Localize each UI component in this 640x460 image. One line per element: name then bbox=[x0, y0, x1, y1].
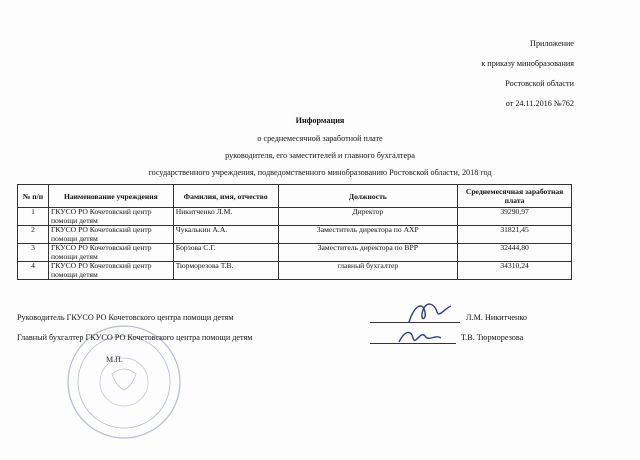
row-full-name: Чукалькин А.А. bbox=[173, 226, 278, 244]
row-number: 3 bbox=[18, 244, 49, 262]
appendix-block bbox=[481, 34, 574, 114]
document-subtitle-1: о среднемесячной заработной плате bbox=[257, 134, 383, 143]
row-organization: ГКУСО РО Кочетовский центр помощи детям bbox=[48, 262, 173, 280]
row-full-name: Борзова С.Г. bbox=[173, 244, 278, 262]
row-position: главный бухгалтер bbox=[278, 262, 458, 280]
director-signature-label: Руководитель ГКУСО РО Кочетовского центра помощи детям bbox=[17, 313, 234, 322]
stamp-label: М.П. bbox=[106, 355, 123, 364]
appendix-line-2: к приказу минобразования bbox=[481, 59, 574, 68]
row-salary: 34310,24 bbox=[458, 262, 572, 280]
document-subtitle-2: руководителя, его заместителей и главного бухгалтера bbox=[225, 151, 415, 160]
row-full-name: Тюрморезова Т.В. bbox=[173, 262, 278, 280]
row-number: 2 bbox=[18, 226, 49, 244]
appendix-line-4: от 24.11.2016 №762 bbox=[505, 99, 574, 108]
table-row bbox=[18, 208, 572, 226]
salary-table bbox=[17, 184, 572, 280]
table-header-row bbox=[18, 185, 572, 208]
row-organization: ГКУСО РО Кочетовский центр помощи детям bbox=[48, 244, 173, 262]
table-row bbox=[18, 226, 572, 244]
row-salary: 32444,80 bbox=[458, 244, 572, 262]
row-organization: ГКУСО РО Кочетовский центр помощи детям bbox=[48, 208, 173, 226]
row-position: Заместитель директора по ВРР bbox=[278, 244, 458, 262]
director-name: Л.М. Никитченко bbox=[466, 313, 527, 322]
document-title: Информация bbox=[295, 116, 345, 125]
header-salary: Среднемесячная заработная плата bbox=[458, 185, 572, 208]
accountant-signature-label: Главный бухгалтер ГКУСО РО Кочетовского центра помощи детям bbox=[17, 333, 253, 342]
row-position: Директор bbox=[278, 208, 458, 226]
header-number: № п/п bbox=[18, 185, 49, 208]
accountant-signature-icon bbox=[395, 322, 445, 352]
table-row bbox=[18, 244, 572, 262]
appendix-line-3: Ростовской области bbox=[505, 79, 574, 88]
header-full-name: Фамилия, имя, отчество bbox=[173, 185, 278, 208]
row-salary: 39290,97 bbox=[458, 208, 572, 226]
header-position: Должность bbox=[278, 185, 458, 208]
accountant-name: Т.В. Тюрморезова bbox=[461, 333, 524, 342]
table-row bbox=[18, 262, 572, 280]
header-organization: Наименование учреждения bbox=[48, 185, 173, 208]
row-number: 4 bbox=[18, 262, 49, 280]
row-organization: ГКУСО РО Кочетовский центр помощи детям bbox=[48, 226, 173, 244]
row-full-name: Никитченко Л.М. bbox=[173, 208, 278, 226]
row-salary: 31821,45 bbox=[458, 226, 572, 244]
appendix-line-1: Приложение bbox=[530, 39, 574, 48]
row-number: 1 bbox=[18, 208, 49, 226]
document-subtitle-3: государственного учреждения, подведомственного минобразованию Ростовской области, 2018 год bbox=[148, 168, 492, 177]
row-position: Заместитель директора по АХР bbox=[278, 226, 458, 244]
